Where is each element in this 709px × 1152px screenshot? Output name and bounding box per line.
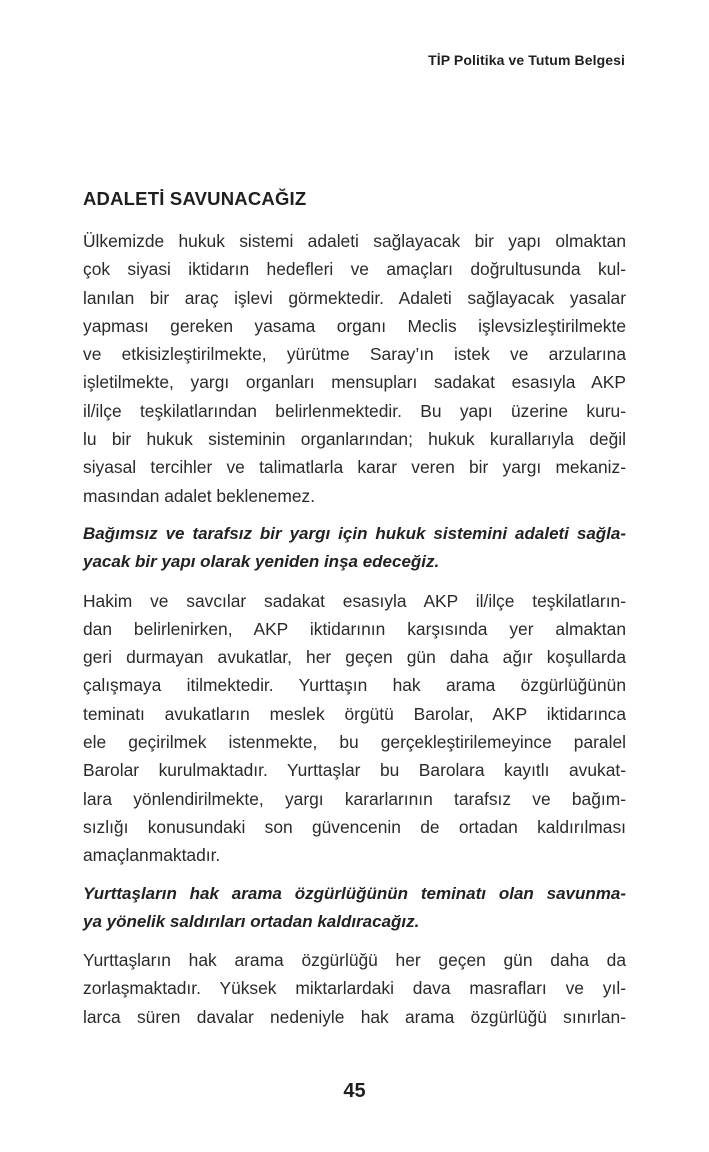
text-line: lara yönlendirilmekte, yargı kararlarının tarafsız ve bağım- — [83, 788, 626, 809]
text-line: Yurttaşların hak arama özgürlüğünün teminatı olan savunma- — [83, 883, 626, 903]
text-line: siyasal tercihler ve talimatlarla karar veren bir yargı mekaniz- — [83, 457, 626, 478]
text-line: ya yönelik saldırıları ortadan kaldıracağız. — [83, 911, 420, 931]
section-heading: ADALETİ SAVUNACAĞIZ — [83, 188, 307, 209]
text-line: çalışmaya itilmektedir. Yurttaşın hak arama özgürlüğünün — [83, 675, 626, 696]
text-line: Yurttaşların hak arama özgürlüğü her geçen gün daha da — [83, 950, 626, 971]
text-line: lu bir hukuk sisteminin organlarından; hukuk kurallarıyla değil — [83, 429, 626, 450]
page-content — [83, 184, 626, 1031]
text-line: il/ilçe teşkilatlarından belirlenmektedir. Bu yapı üzerine kuru- — [83, 400, 626, 421]
paragraph-2 — [83, 587, 626, 870]
text-line: amaçlanmaktadır. — [83, 845, 221, 866]
text-line: ve etkisizleştirilmekte, yürütme Saray’ın istek ve arzularına — [83, 344, 626, 365]
paragraph-3 — [83, 946, 626, 1031]
text-line: Hakim ve savcılar sadakat esasıyla AKP il/ilçe teşkilatların- — [83, 590, 626, 611]
emphasis-statement-1 — [83, 520, 626, 577]
text-line: lanılan bir araç işlevi görmektedir. Adaleti sağlayacak yasalar — [83, 287, 626, 308]
text-line: Ülkemizde hukuk sistemi adaleti sağlayacak bir yapı olmaktan — [83, 231, 626, 251]
page-number: 45 — [343, 1080, 366, 1102]
text-line: dan belirlenirken, AKP iktidarının karşısında yer almaktan — [83, 618, 626, 639]
emphasis-statement-2 — [83, 880, 626, 937]
text-line: ele geçirilmek istenmekte, bu gerçekleştirilemeyince paralel — [83, 732, 626, 753]
text-line: larca süren davalar nedeniyle hak arama özgürlüğü sınırlan- — [83, 1006, 626, 1027]
text-line: teminatı avukatların meslek örgütü Barolar, AKP iktidarınca — [83, 703, 626, 724]
text-line: Bağımsız ve tarafsız bir yargı için hukuk sistemini adaleti sağla- — [83, 523, 626, 543]
text-line: çok siyasi iktidarın hedefleri ve amaçları doğrultusunda kul- — [83, 259, 626, 280]
paragraph-1 — [83, 227, 626, 510]
text-line: sızlığı konusundaki son güvencenin de ortadan kaldırılması — [83, 816, 626, 837]
text-line: yacak bir yapı olarak yeniden inşa edeceğiz. — [83, 552, 440, 572]
text-line: masından adalet beklenemez. — [83, 485, 316, 506]
text-line: Barolar kurulmaktadır. Yurttaşlar bu Barolara kayıtlı avukat- — [83, 760, 626, 781]
running-header: TİP Politika ve Tutum Belgesi — [428, 52, 625, 68]
text-line: işletilmekte, yargı organları mensupları sadakat esasıyla AKP — [83, 372, 626, 393]
text-line: yapması gereken yasama organı Meclis işlevsizleştirilmekte — [83, 315, 626, 336]
text-line: zorlaşmaktadır. Yüksek miktarlardaki dava masrafları ve yıl- — [83, 978, 626, 999]
text-line: geri durmayan avukatlar, her geçen gün daha ağır koşullarda — [83, 647, 626, 668]
